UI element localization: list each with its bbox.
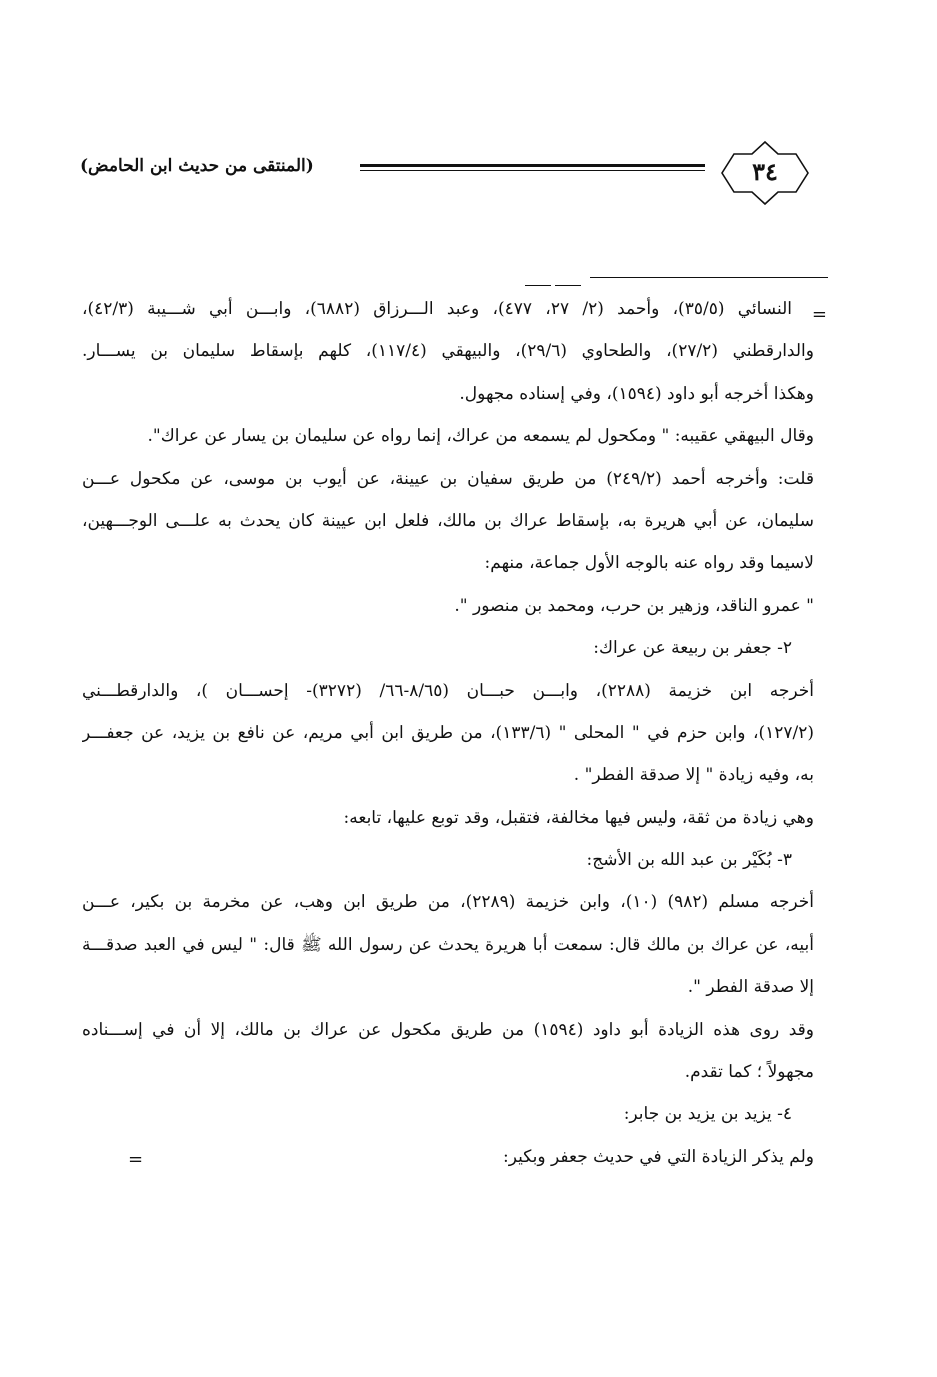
section-heading: ٣- بُكَيْر بن عبد الله بن الأشج: (586, 850, 792, 871)
text-line: وقال البيهقي عقيبه: " ومكحول لم يسمعه من عراك، إنما رواه عن سليمان بن يسار عن عراك". (147, 426, 814, 447)
text-line: وهي زيادة من ثقة، وليس فيها مخالفة، فتقبل، وقد توبع عليها، تابعه: (343, 807, 814, 828)
text-line: لاسيما وقد رواه عنه بالوجه الأول جماعة، منهم: (484, 553, 814, 574)
text-line: سليمان، عن أبي هريرة به، بإسقاط عراك بن مالك، فلعل ابن عيينة كان يحدث به علـــى الوجـــهين، (82, 510, 814, 531)
continuation-mark-bottom: = (128, 1149, 144, 1170)
continuation-mark-top: = (811, 304, 827, 325)
footnote-separator (590, 277, 828, 278)
text-line: ولم يذكر الزيادة التي في حديث جعفر وبكير: (503, 1146, 814, 1167)
page-header (80, 140, 830, 210)
running-title: (المنتقى من حديث ابن الحامض) (80, 156, 314, 176)
text-line: أبيه، عن عراك بن مالك قال: سمعت أبا هريرة يحدث عن رسول الله ﷺ قال: " ليس في العبد صدقـــة (82, 934, 814, 955)
text-line: وقد روى هذه الزيادة أبو داود (١٥٩٤) من طريق مكحول عن عراك بن مالك، إلا أن في إســـناده (82, 1019, 814, 1040)
text-line: (١٢٧/٢)، وابن حزم في " المحلى " (١٣٣/٦)، من طريق ابن أبي مريم، عن نافع بن يزيد، عن جعفـــر (82, 722, 814, 743)
text-line: قلت: وأخرجه أحمد (٢٤٩/٢) من طريق سفيان بن عيينة، عن أيوب بن موسى، عن مكحول عـــن (82, 468, 814, 489)
text-line: إلا صدقة الفطر ". (687, 977, 814, 998)
text-line: أخرجه ابن خزيمة (٢٢٨٨)، وابـــن حبـــان (٨/٦٥-٦٦/ (٣٢٧٢)- إحســـان )، والدارقطـــني (82, 680, 814, 701)
section-heading: ٤- يزيد بن يزيد بن جابر: (623, 1104, 792, 1125)
text-line: وهكذا أخرجه أبو داود (١٥٩٤)، وفي إسناده مجهول. (459, 383, 814, 404)
text-line: مجهولاً ؛ كما تقدم. (684, 1062, 814, 1083)
text-line: والدارقطني (٢٧/٢)، والطحاوي (٢٩/٦)، والبيهقي (١١٧/٤)، كلهم بإسقاط سليمان بن يســـار. (82, 341, 814, 362)
text-line: أخرجه مسلم (٩٨٢) (١٠)، وابن خزيمة (٢٢٨٩)، من طريق ابن وهب، عن مخرمة بن بكير، عـــن (82, 892, 814, 913)
page-number: ٣٤ (752, 157, 778, 186)
footnote-body (82, 288, 814, 1178)
page-number-badge (720, 140, 810, 206)
text-line: به، وفيه زيادة " إلا صدقة الفطر" . (573, 765, 814, 786)
footnote-rule-dashes (525, 271, 585, 273)
section-heading: ٢- جعفر بن ربيعة عن عراك: (593, 638, 792, 659)
header-rule (360, 164, 705, 174)
text-line: " عمرو الناقد، وزهير بن حرب، ومحمد بن منصور ". (454, 595, 814, 616)
text-line: النسائي (٣٥/٥)، وأحمد (٢/ ٢٧، ٤٧٧)، وعبد الـــرزاق (٦٨٨٢)، وابـــن أبي شـــيبة (٤٢/٣)، (82, 299, 793, 319)
